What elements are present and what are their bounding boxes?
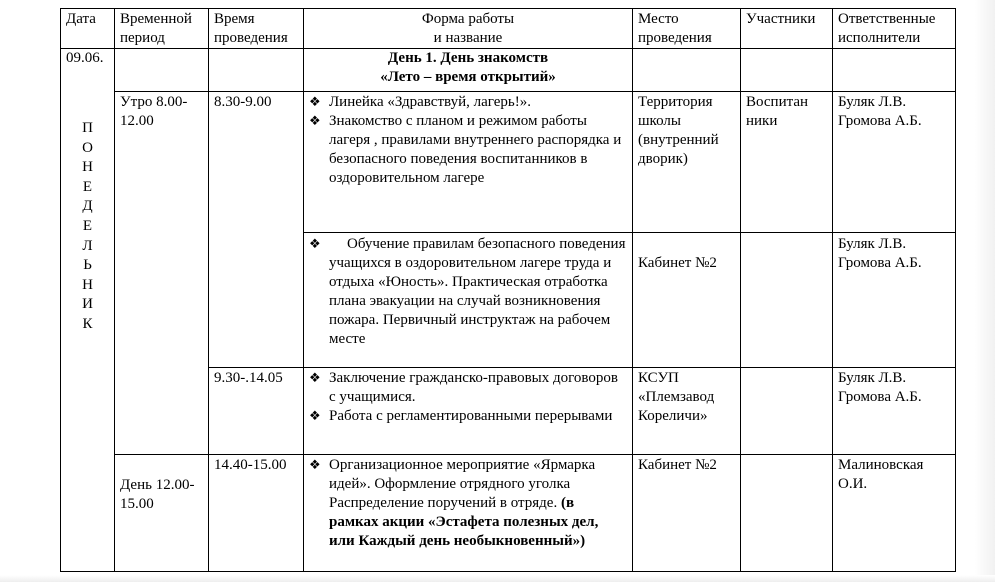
empty-place-cell [633,49,741,92]
header-responsible: Ответственные исполнители [833,9,956,49]
list-item [309,407,627,426]
period-cell-morning: Утро 8.00-12.00 [115,92,209,455]
form-cell [304,233,633,368]
date-value: 09.06. [66,50,104,66]
item-text: Знакомство с планом и режимом работы лагеря , правилами внутреннего распорядка и безопасного поведения воспитанников в оздоровительном лагере [329,113,622,186]
responsible-cell: Малиновская О.И. [833,455,956,572]
item-text: Обучение правилам безопасного поведения учащихся в оздоровительном лагере труда и отдыха «Юность». Практическая отработка плана эвакуации на случай возникновения пожара. Первичный инструктаж на рабочем месте [329,236,626,347]
responsible-cell: Буляк Л.В. Громова А.Б. [833,368,956,455]
header-participants: Участники [741,9,833,49]
day-title-line1: День 1. День знакомств [387,50,549,66]
place-cell: Кабинет №2 [633,455,741,572]
participants-cell [741,455,833,572]
list-item [309,456,627,551]
table-row [61,92,956,233]
header-row [61,9,956,49]
list-item [309,93,627,112]
item-text: Организационное мероприятие «Ярмарка идей». Оформление отрядного уголка Распределение поручений в отряде. [329,457,596,511]
item-text: Работа с регламентированными перерывами [329,408,613,424]
weekday-letter: П [82,120,93,136]
time-cell: 9.30-.14.05 [209,368,304,455]
diamond-bullet-icon: ❖ [309,371,321,386]
form-cell [304,92,633,233]
weekday-vertical [66,119,109,335]
weekday-letter: И [82,296,93,313]
diamond-bullet-icon: ❖ [309,95,321,110]
diamond-bullet-icon: ❖ [309,458,321,473]
diamond-bullet-icon: ❖ [309,237,321,252]
weekday-letter: К [82,315,93,332]
place-cell: КСУП «Племзавод Кореличи» [633,368,741,455]
weekday-letter: Л [82,237,93,254]
weekday-letter: Н [82,276,93,293]
responsible-cell: Буляк Л.В. Громова А.Б. [833,92,956,233]
weekday-letter: Е [82,178,93,195]
weekday-letter: Ь [83,257,92,274]
diamond-bullet-icon: ❖ [309,114,321,129]
page-bottom-shadow [0,575,995,582]
header-place: Место проведения [633,9,741,49]
weekday-letter: Е [82,217,93,234]
place-cell: Территория школы (внутренний дворик) [633,92,741,233]
empty-time-cell [209,49,304,92]
date-cell [61,49,115,572]
time-cell: 8.30-9.00 [209,92,304,368]
place-cell: Кабинет №2 [633,233,741,368]
item-text-bold: (в рамках акции «Эстафета полезных дел, или Каждый день необыкновенный») [329,495,599,549]
period-cell-day: День 12.00-15.00 [115,455,209,572]
schedule-table-wrapper [60,8,956,572]
header-time: Время проведения [209,9,304,49]
item-text: Заключение гражданско-правовых договоров с учащимися. [329,370,618,405]
responsible-cell: Буляк Л.В. Громова А.Б. [833,233,956,368]
day-title-cell [304,49,633,92]
weekday-letter: Н [82,159,93,176]
list-item [309,112,627,188]
weekday-letter: О [82,139,93,156]
day-title-row [61,49,956,92]
table-row [61,455,956,572]
participants-cell [741,368,833,455]
day-title-line2: «Лето – время открытий» [380,69,556,85]
item-text: Линейка «Здравствуй, лагерь!». [329,94,531,110]
list-item [309,235,627,349]
header-form-line2: и название [433,30,503,46]
schedule-table [60,8,956,572]
participants-cell: Воспитан ники [741,92,833,233]
header-form [304,9,633,49]
participants-cell [741,233,833,368]
diamond-bullet-icon: ❖ [309,409,321,424]
list-item [309,369,627,407]
empty-participants-cell [741,49,833,92]
form-cell [304,368,633,455]
weekday-letter: Д [82,198,93,215]
time-cell: 14.40-15.00 [209,455,304,572]
header-date: Дата [61,9,115,49]
page-edge-shadow [975,0,995,582]
form-cell [304,455,633,572]
header-period: Временной период [115,9,209,49]
empty-responsible-cell [833,49,956,92]
header-form-line1: Форма работы [421,11,515,27]
empty-period-cell [115,49,209,92]
